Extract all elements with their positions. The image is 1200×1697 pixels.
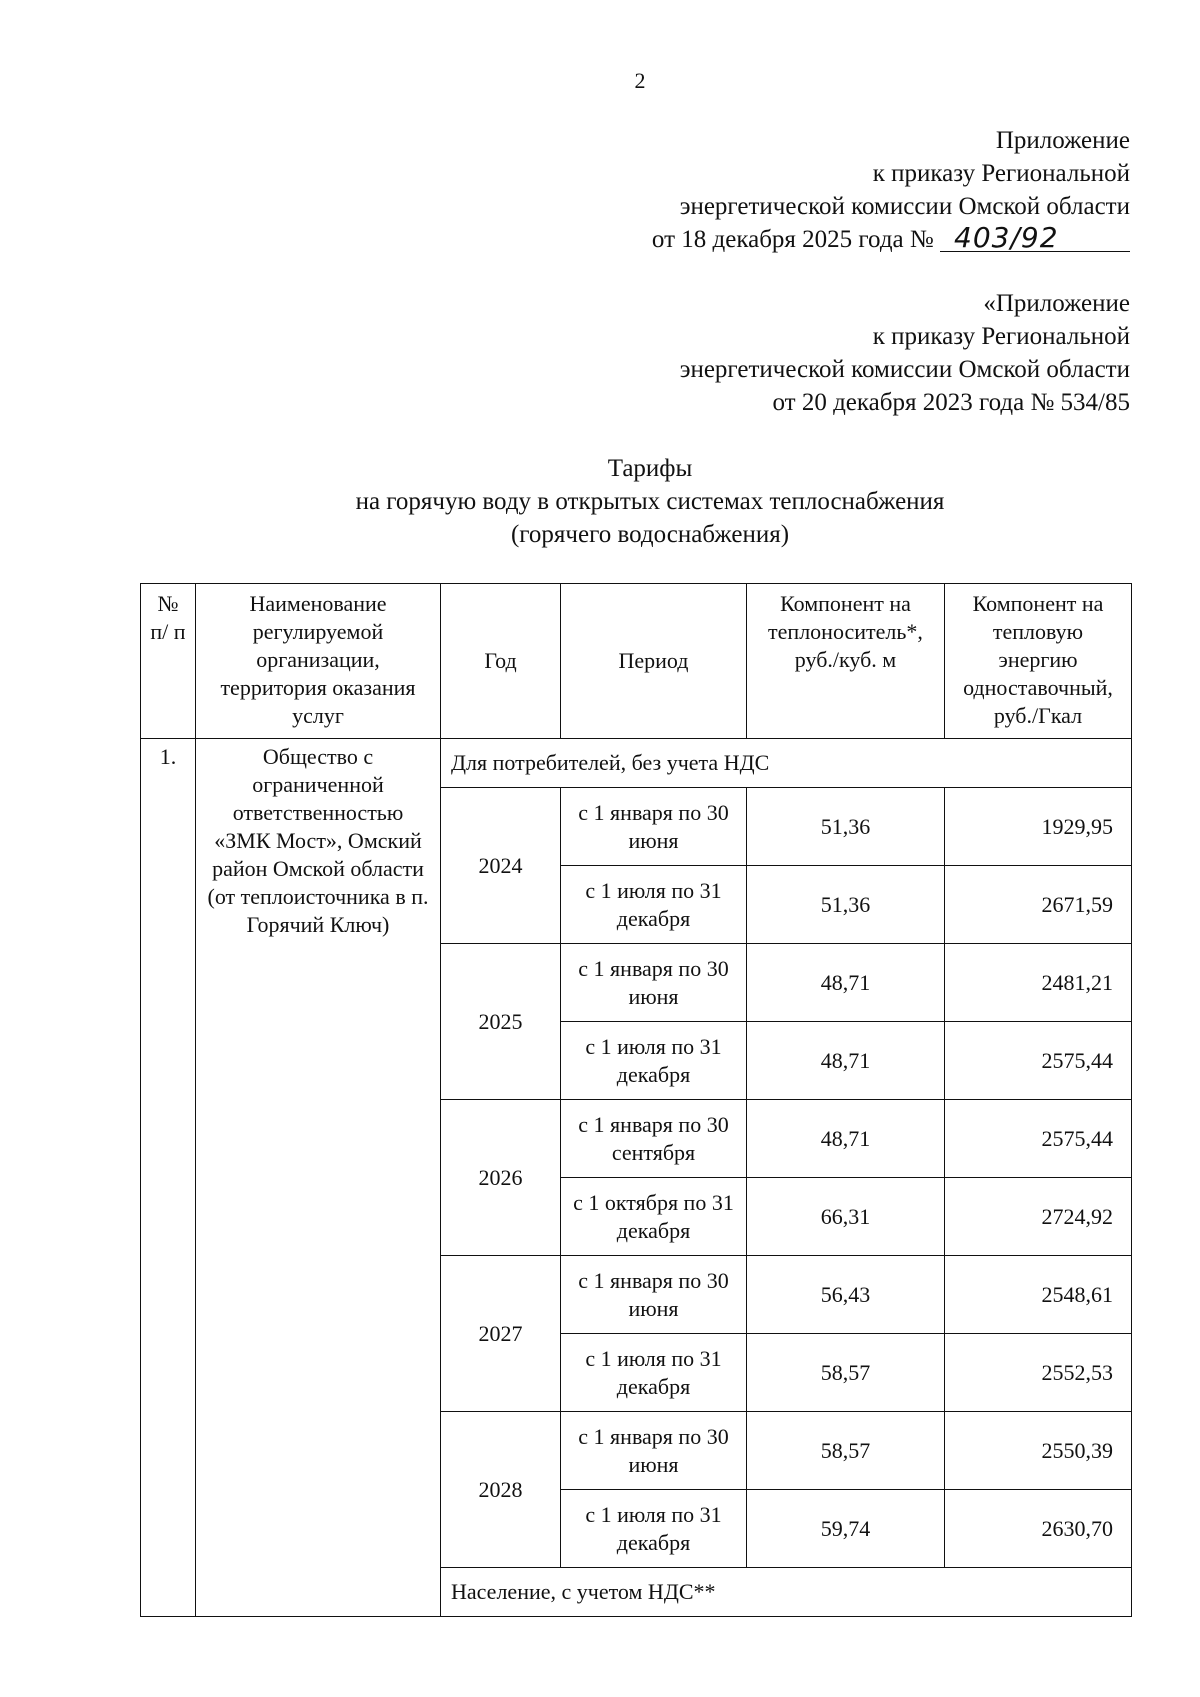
period-cell: с 1 июля по 31 декабря (561, 866, 747, 944)
year-cell: 2028 (441, 1412, 561, 1568)
period-cell: с 1 января по 30 июня (561, 1256, 747, 1334)
period-cell: с 1 января по 30 сентября (561, 1100, 747, 1178)
document-title (260, 452, 1040, 551)
carrier-value-cell: 51,36 (747, 788, 945, 866)
appendix-current-date: от 18 декабря 2025 года № (651, 226, 934, 253)
energy-value-cell: 2724,92 (945, 1178, 1132, 1256)
header-year: Год (441, 584, 561, 739)
page-number: 2 (634, 68, 646, 93)
row-number: 1. (141, 739, 196, 1617)
appendix-current (652, 124, 1130, 256)
energy-value-cell: 2630,70 (945, 1490, 1132, 1568)
energy-value-cell: 2481,21 (945, 944, 1132, 1022)
period-cell: с 1 июля по 31 декабря (561, 1022, 747, 1100)
carrier-value-cell: 59,74 (747, 1490, 945, 1568)
energy-value-cell: 2552,53 (945, 1334, 1132, 1412)
section-consumers: Для потребителей, без учета НДС (441, 739, 1132, 788)
appendix-original-line2: к приказу Региональной (872, 323, 1130, 350)
appendix-current-line1: Приложение (995, 127, 1130, 154)
appendix-original (680, 287, 1130, 419)
period-cell: с 1 января по 30 июня (561, 1412, 747, 1490)
appendix-original-line4: от 20 декабря 2023 года № 534/85 (772, 389, 1130, 416)
year-cell: 2024 (441, 788, 561, 944)
table-row (141, 739, 1132, 788)
period-cell: с 1 июля по 31 декабря (561, 1334, 747, 1412)
period-cell: с 1 октября по 31 декабря (561, 1178, 747, 1256)
table-header-row (141, 584, 1132, 739)
carrier-value-cell: 58,57 (747, 1334, 945, 1412)
period-cell: с 1 января по 30 июня (561, 944, 747, 1022)
header-carrier-component: Компонент на теплоноситель*, руб./куб. м (747, 584, 945, 739)
appendix-original-line1: «Приложение (983, 290, 1130, 317)
year-cell: 2026 (441, 1100, 561, 1256)
handwritten-order-number: 403/92 (940, 225, 1130, 252)
header-period: Период (561, 584, 747, 739)
appendix-original-line3: энергетической комиссии Омской области (679, 356, 1130, 383)
carrier-value-cell: 48,71 (747, 1022, 945, 1100)
organization-name: Общество с ограниченной ответственностью «ЗМК Мост», Омский район Омской области (от теплоисточника в п. Горячий Ключ) (196, 739, 441, 1617)
title-line3: (горячего водоснабжения) (510, 521, 790, 548)
carrier-value-cell: 48,71 (747, 1100, 945, 1178)
appendix-current-line2: к приказу Региональной (872, 160, 1130, 187)
header-num: № п/ п (141, 584, 196, 739)
period-cell: с 1 июля по 31 декабря (561, 1490, 747, 1568)
appendix-current-line3: энергетической комиссии Омской области (679, 193, 1130, 220)
carrier-value-cell: 58,57 (747, 1412, 945, 1490)
carrier-value-cell: 56,43 (747, 1256, 945, 1334)
energy-value-cell: 2671,59 (945, 866, 1132, 944)
title-line2: на горячую воду в открытых системах теплоснабжения (355, 488, 945, 515)
energy-value-cell: 2575,44 (945, 1022, 1132, 1100)
carrier-value-cell: 51,36 (747, 866, 945, 944)
header-organization: Наименование регулируемой организации, территория оказания услуг (196, 584, 441, 739)
title-line1: Тарифы (607, 455, 693, 482)
year-cell: 2027 (441, 1256, 561, 1412)
period-cell: с 1 января по 30 июня (561, 788, 747, 866)
energy-value-cell: 2548,61 (945, 1256, 1132, 1334)
carrier-value-cell: 66,31 (747, 1178, 945, 1256)
energy-value-cell: 1929,95 (945, 788, 1132, 866)
energy-value-cell: 2575,44 (945, 1100, 1132, 1178)
energy-value-cell: 2550,39 (945, 1412, 1132, 1490)
year-cell: 2025 (441, 944, 561, 1100)
carrier-value-cell: 48,71 (747, 944, 945, 1022)
header-energy-component: Компонент на тепловую энергию одноставочный, руб./Гкал (945, 584, 1132, 739)
tariffs-table (140, 583, 1132, 1617)
appendix-current-date-line (652, 223, 1130, 256)
section-population: Население, с учетом НДС** (441, 1568, 1132, 1617)
